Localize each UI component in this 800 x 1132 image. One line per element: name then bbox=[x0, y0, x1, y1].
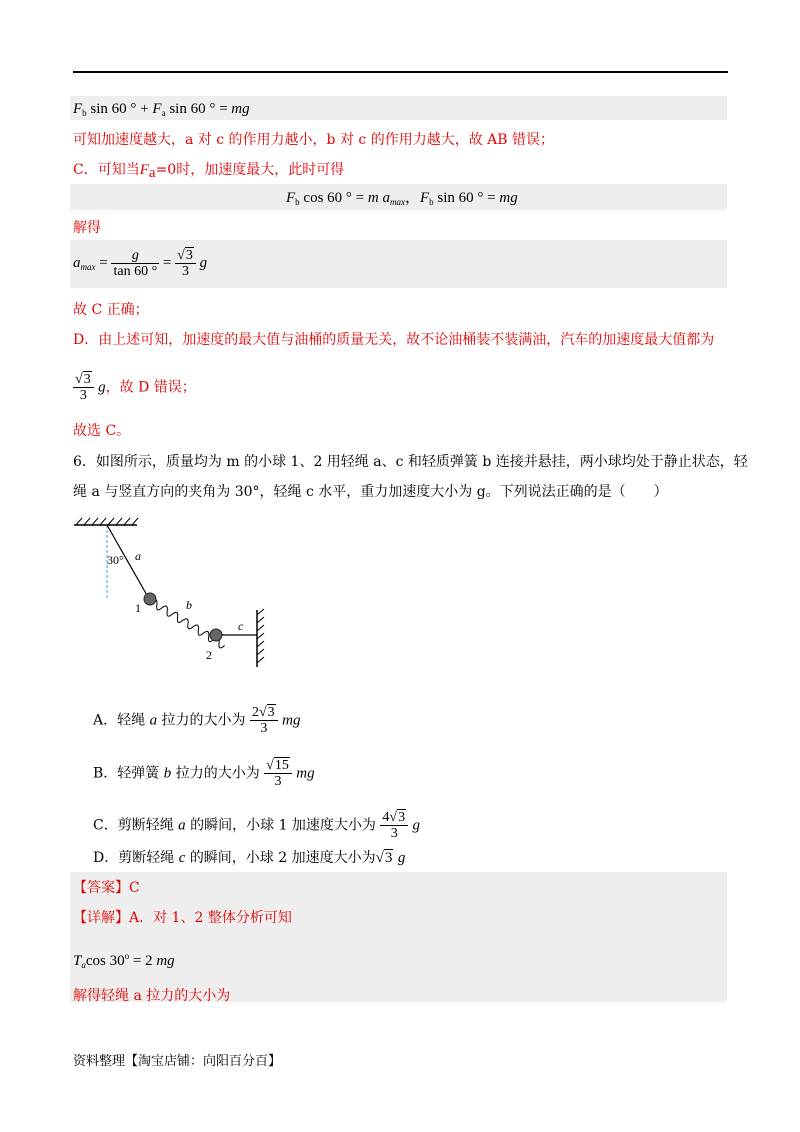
answer-detail: 【详解】A．对 1、2 整体分析可知 bbox=[73, 910, 292, 926]
answer-label: 【答案】C bbox=[73, 880, 140, 896]
ball-1 bbox=[144, 593, 156, 605]
option-c[interactable]: C．剪断轻绳 a 的瞬间，小球 1 加速度大小为 $\frac{4√3}{3}$ g bbox=[93, 810, 421, 841]
solution-text-d: D．由上述可知，加速度的最大值与油桶的质量无关，故不论油桶装不装满油，汽车的加速度最大值都为 bbox=[73, 332, 715, 348]
question-6-line2: 绳 a 与竖直方向的夹角为 30°，轻绳 c 水平，重力加速度大小为 g。下列说法正确的是（ ） bbox=[73, 484, 668, 500]
answer-band bbox=[70, 872, 727, 1002]
ball-2 bbox=[210, 629, 222, 641]
angle-label: 30° bbox=[107, 553, 124, 567]
rope-c-label: c bbox=[238, 619, 244, 633]
solution-text-c: C．可知当$F_a=0$时，加速度最大，此时可得 bbox=[73, 162, 345, 181]
solution-choice: 故选 C。 bbox=[73, 423, 131, 439]
physics-figure bbox=[72, 517, 272, 667]
option-a[interactable]: A．轻绳 a 拉力的大小为 $\frac{2√3}{3}$ mg bbox=[93, 705, 301, 736]
rope-a-label: a bbox=[135, 549, 141, 563]
option-d[interactable]: D．剪断轻绳 c 的瞬间，小球 2 加速度大小为√3 g bbox=[93, 850, 406, 866]
option-b[interactable]: B．轻弹簧 b 拉力的大小为 $\frac{√15}{3}$ mg bbox=[93, 758, 315, 789]
solution-solve-label: 解得 bbox=[73, 220, 101, 236]
formula-max-accel: $F_b$ cos 60 ° = m $a_{max}$，$F_b$ sin 60 ° = mg bbox=[286, 190, 518, 207]
spring-b-label: b bbox=[186, 598, 192, 612]
footer-text: 资料整理【淘宝店铺：向阳百分百】 bbox=[73, 1054, 282, 1069]
solution-text-ab: 可知加速度越大，a 对 c 的作用力越小，b 对 c 的作用力越大，故 AB 错误； bbox=[73, 132, 554, 148]
question-6-line1: 6．如图所示，质量均为 m 的小球 1、2 用轻绳 a、c 和轻质弹簧 b 连接并悬挂，两小球均处于静止状态，轻 bbox=[73, 454, 748, 470]
ball-1-label: 1 bbox=[135, 601, 141, 615]
header-rule bbox=[73, 71, 728, 73]
formula-forces-vertical: $F_b$ sin 60 ° + $F_a$ sin 60 ° = mg bbox=[73, 101, 250, 118]
formula-amax: $a_{max}$ = $\frac{g}{\tan 60 ^\circ}$ = $\frac{√3}{3}$ g bbox=[73, 248, 208, 279]
answer-tail: 解得轻绳 a 拉力的大小为 bbox=[73, 988, 231, 1004]
solution-c-correct: 故 C 正确； bbox=[73, 302, 149, 318]
answer-formula: $T_a\cos$ $30^o = 2$ mg bbox=[73, 951, 175, 970]
solution-d-result: $\frac{√3}{3}$ g，故 D 错误； bbox=[75, 372, 196, 403]
ball-2-label: 2 bbox=[206, 648, 212, 662]
